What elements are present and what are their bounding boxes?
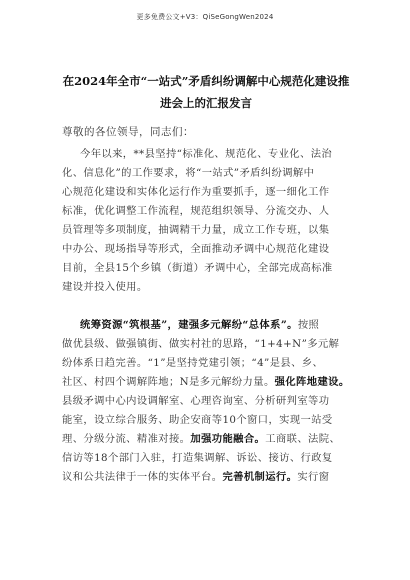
paragraph1-line: 目前，全县15个乡镇（街道）矛调中心，全部完成高标准 <box>62 262 333 274</box>
paragraph2-text: 议和公共法律于一体的实体平台。 <box>62 471 223 483</box>
heading-position-construction: 强化阵地建设。 <box>274 376 350 388</box>
paragraph2-line <box>62 471 329 483</box>
document-title-line-2: 进会上的汇报发言 <box>160 96 252 110</box>
paragraph1-line: 化、信息化”的工作要求，将“一站式”矛盾纠纷调解中 <box>62 167 315 179</box>
paragraph2-text: 实行窗 <box>297 471 330 483</box>
paragraph1-line: 标准，优化调整工作流程，规范组织领导、分流交办、人 <box>62 205 330 217</box>
paragraph2-line <box>62 376 350 388</box>
paragraph2-line: 能室，设立综合服务、助企安商等10个窗口，实现一站受 <box>62 414 333 426</box>
header-watermark: 更多免费公文+V3：QiSeGongWen2024 <box>136 13 274 21</box>
paragraph2-line: 做优县级、做强镇街、做实村社的思路，“1+4+N”多元解 <box>62 338 340 350</box>
paragraph1-line: 建设并投入使用。 <box>62 281 148 293</box>
paragraph2-line: 县级矛调中心内设调解室、心理咨询室、分析研判室等功 <box>62 395 330 407</box>
salutation: 尊敬的各位领导，同志们： <box>62 126 194 138</box>
heading-mechanism-operation: 完善机制运行。 <box>222 471 298 483</box>
paragraph1-line: 员管理等多项制度，抽调精干力量，成立工作专班，以集 <box>62 224 330 236</box>
paragraph2-text: 理、分级分流、精准对接。 <box>62 433 191 445</box>
paragraph2-line <box>62 433 340 445</box>
heading-function-integration: 加强功能融合。 <box>190 433 266 445</box>
paragraph1-line: 中办公、现场指导等形式，全面推动矛调中心规范化建设 <box>62 243 330 255</box>
paragraph2-text: 按照 <box>297 319 320 331</box>
paragraph1-line: 心规范化建设和实体化运行作为重要抓手，逐一细化工作 <box>62 186 330 198</box>
paragraph2-line: 纷体系日趋完善。“1”是坚持党建引领；“4”是县、乡、 <box>62 357 324 369</box>
paragraph2-text: 工商联、法院、 <box>265 433 341 445</box>
document-title-line-1: 在2024年全市“一站式”矛盾纠纷调解中心规范化建设推 <box>62 74 350 88</box>
paragraph2-line <box>80 319 319 331</box>
paragraph2-line: 信访等18个部门入驻，打造集调解、诉讼、接访、行政复 <box>62 452 333 464</box>
paragraph1-line: 今年以来，**县坚持“标准化、规范化、专业化、法治 <box>80 148 333 160</box>
paragraph2-text: 社区、村四个调解阵地；N是多元解纷力量。 <box>62 376 275 388</box>
heading-resource-integration: 统筹资源“筑根基”，建强多元解纷“总体系”。 <box>80 319 298 331</box>
